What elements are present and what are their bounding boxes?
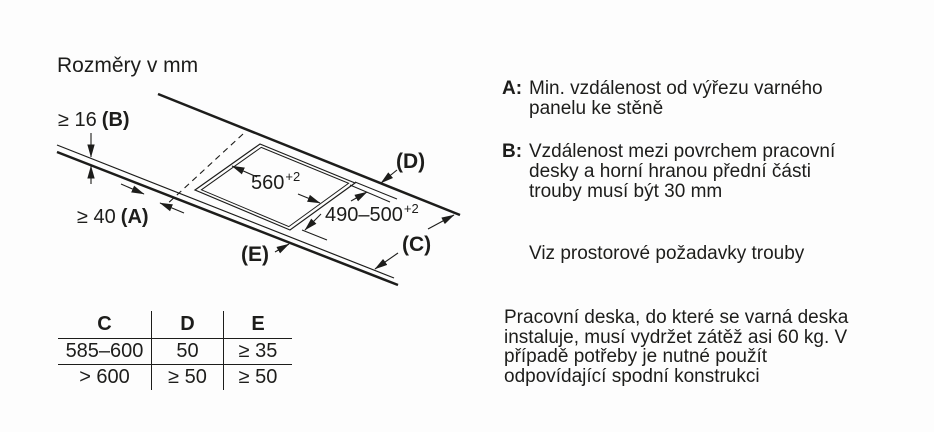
dimension-table	[58, 311, 292, 390]
label-c: (C)	[402, 233, 432, 256]
table-header-c: C	[58, 311, 152, 339]
cutout-depth-tolerance: +2	[403, 201, 419, 216]
cutout-width-value: 560	[251, 172, 285, 194]
extension-line-bottom	[302, 230, 327, 240]
cutout-depth-value: 490–500	[325, 204, 403, 226]
worktop-load-note: Pracovní deska, do které se varná deska instaluje, musí vydržet zátěž asi 60 kg. V případě potřeby je nutné použít odpovídající spodní konstrukci	[504, 307, 849, 387]
note-a-key: A:	[502, 78, 523, 99]
label-d-arrow	[381, 170, 397, 183]
wall-distance-dim-label	[77, 206, 149, 228]
depth-dim-arrow-lower	[305, 214, 321, 230]
side-wall-dashed-line	[165, 134, 243, 206]
cutout-width-tolerance: +2	[285, 169, 301, 184]
table-cell: > 600	[58, 365, 152, 391]
table-cell: ≥ 35	[224, 339, 293, 365]
wall-distance-dim-value: ≥ 40	[77, 206, 116, 228]
table-row	[58, 365, 292, 391]
width-dim-arrow-right	[298, 194, 320, 203]
note-b-key: B:	[502, 141, 523, 162]
label-c-arrow-upper	[428, 215, 454, 229]
table-cell: ≥ 50	[238, 366, 278, 388]
table-row	[58, 339, 292, 365]
thickness-dim-value: ≥ 16	[58, 109, 97, 131]
note-b-text: Vzdálenost mezi povrchem pracovní desky a horní hranou přední části trouby musí být 30 mm	[529, 141, 836, 202]
label-c-arrow-lower	[375, 253, 398, 269]
thickness-dim-label	[58, 109, 130, 131]
label-e-arrow	[275, 244, 289, 252]
note-a-text: Min. vzdálenost od výřezu varného panelu ke stěně	[529, 78, 823, 119]
table-cell: 50	[152, 339, 224, 365]
depth-dim-arrow-upper	[351, 192, 367, 201]
table-cell: 585–600	[58, 339, 152, 365]
cutout-depth-dim-label	[325, 201, 419, 226]
label-d: (D)	[396, 150, 426, 173]
table-header-d: D	[152, 311, 224, 339]
note-a	[502, 79, 865, 119]
thickness-dim-ref: (B)	[101, 109, 130, 131]
table-header-row	[58, 311, 292, 339]
cutout-width-dim-label	[251, 169, 300, 194]
table-cell: ≥ 50	[152, 365, 224, 391]
installation-diagram	[0, 0, 480, 300]
note-b	[502, 142, 865, 202]
wall-distance-dim-ref: (A)	[120, 206, 149, 228]
wall-distance-arrow-left	[160, 203, 184, 213]
table-header-e: E	[224, 311, 293, 339]
diagram-title: Rozměry v mm	[57, 54, 199, 77]
oven-requirements-note: Viz prostorové požadavky trouby	[529, 243, 805, 264]
label-e: (E)	[241, 243, 269, 266]
